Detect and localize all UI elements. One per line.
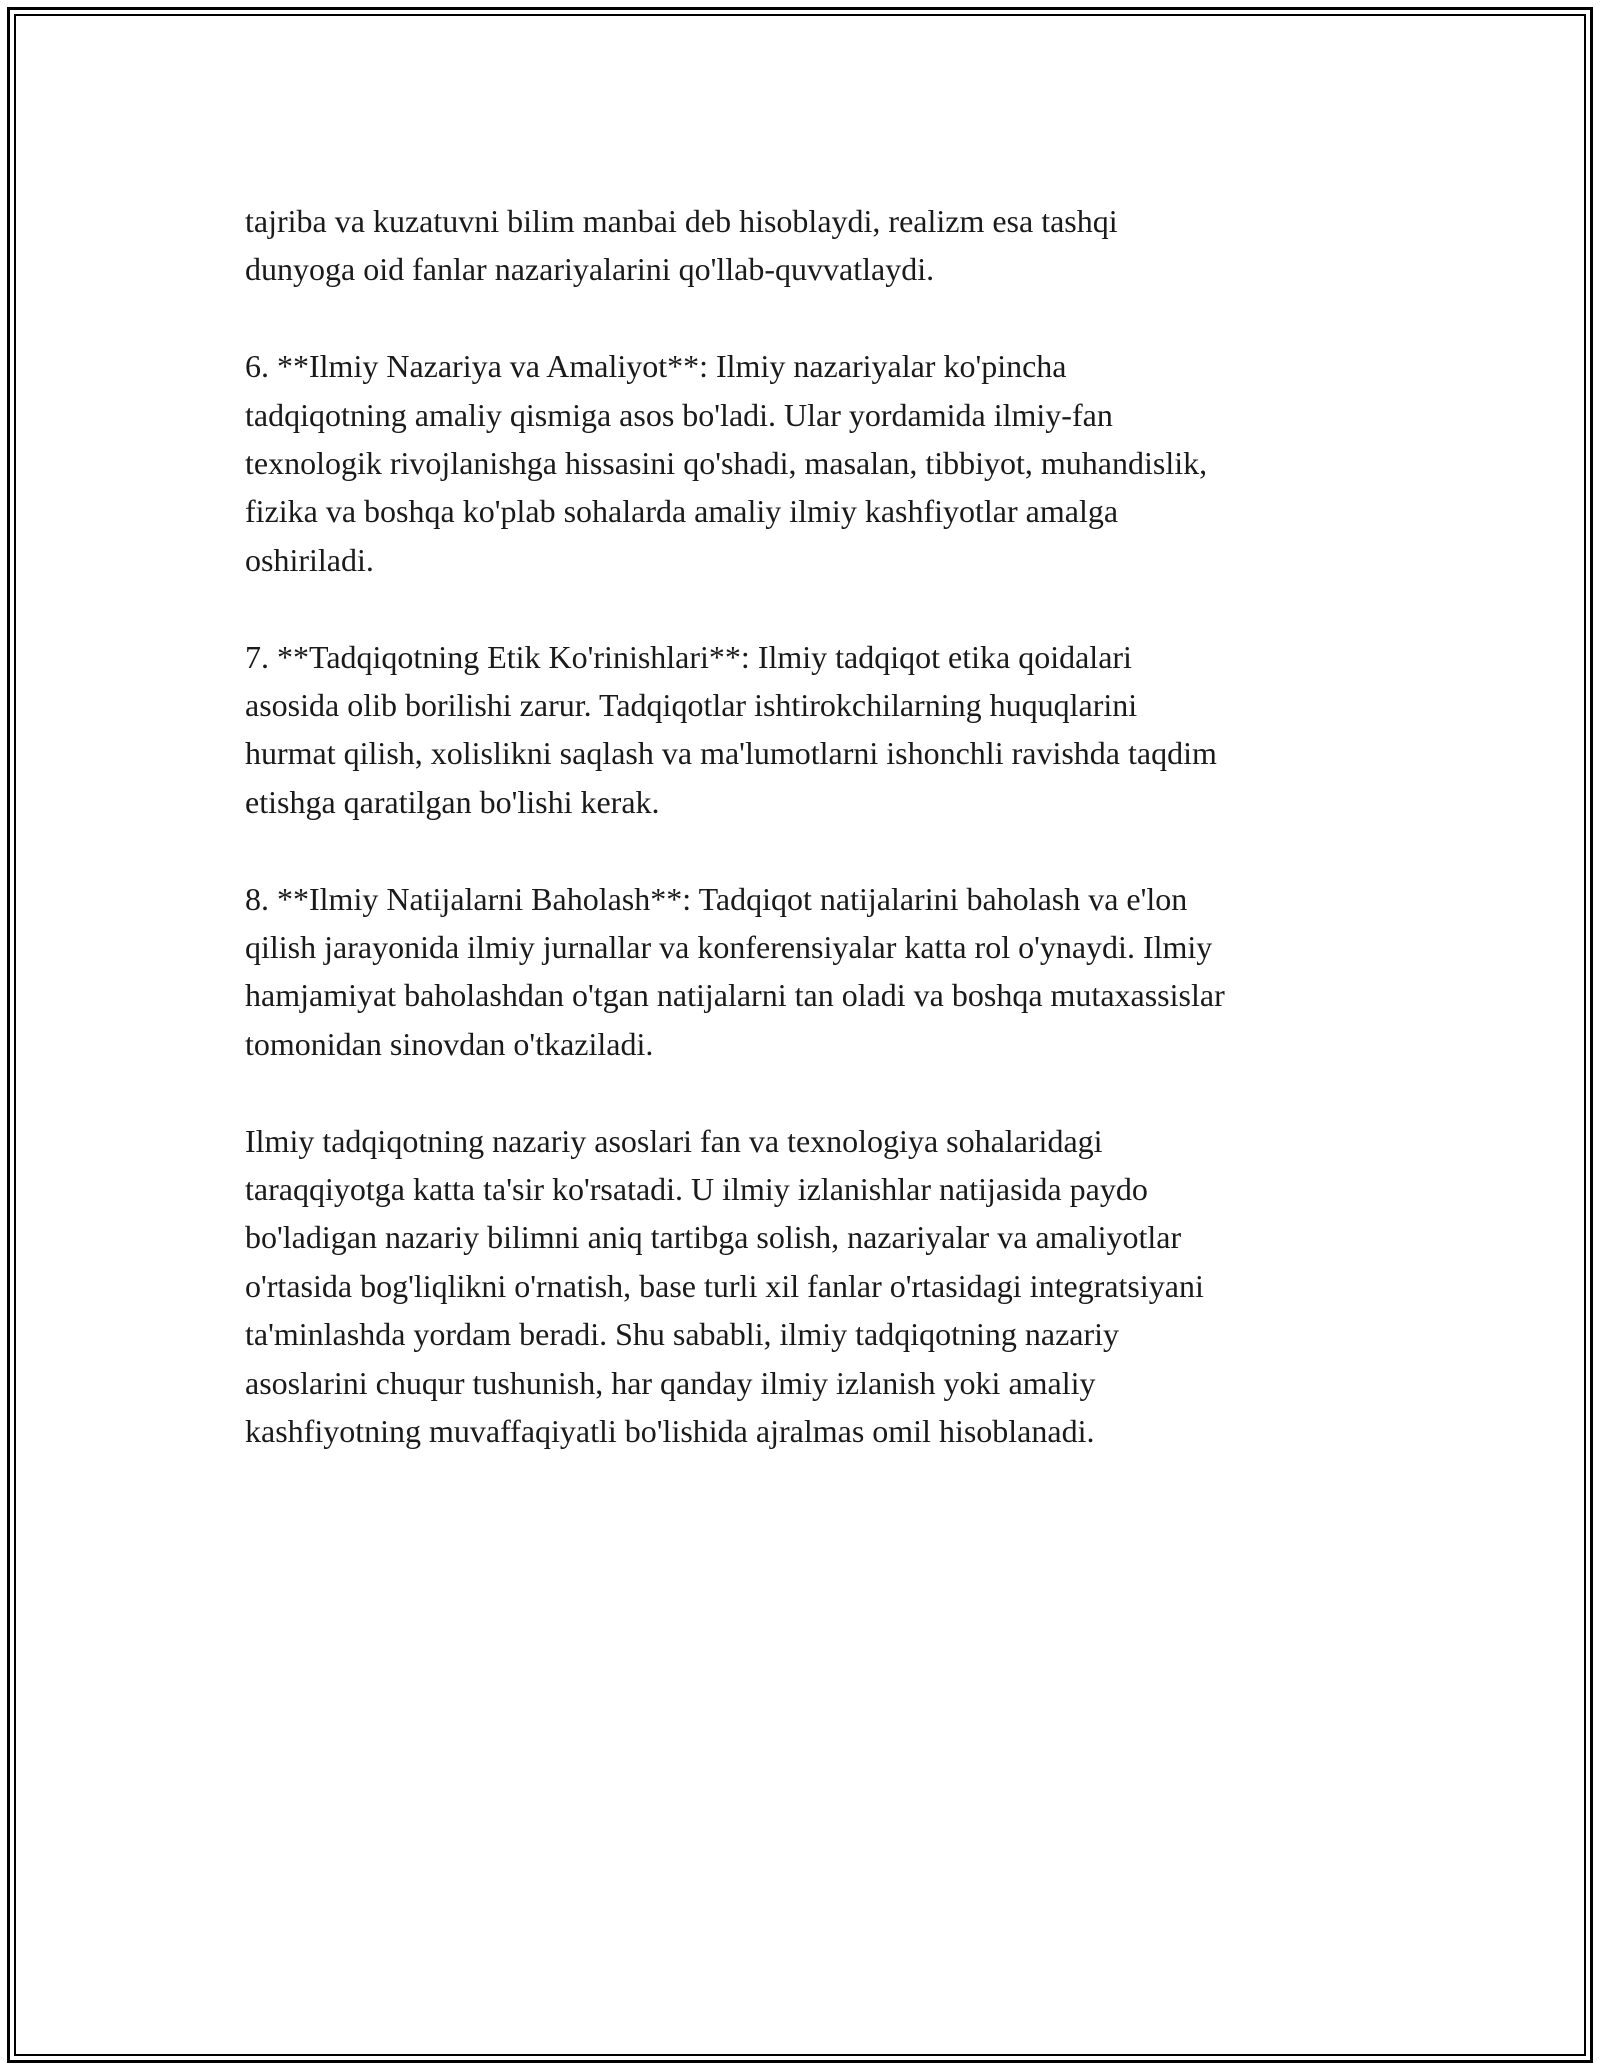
text-line: hurmat qilish, xolislikni saqlash va ma'lumotlarni ishonchli ravishda taqdim <box>245 735 1217 772</box>
text-line: 7. **Tadqiqotning Etik Ko'rinishlari**: Ilmiy tadqiqot etika qoidalari <box>245 638 1132 675</box>
text-line: 8. **Ilmiy Natijalarni Baholash**: Tadqiqot natijalarini baholash va e'lon <box>245 880 1188 917</box>
page-frame <box>7 7 1593 2063</box>
text-line: kashfiyotning muvaffaqiyatli bo'lishida ajralmas omil hisoblanadi. <box>245 1413 1095 1450</box>
text-line: tomonidan sinovdan o'tkaziladi. <box>245 1025 654 1062</box>
text-line: 6. **Ilmiy Nazariya va Amaliyot**: Ilmiy nazariyalar ko'pincha <box>245 348 1067 385</box>
text-line: etishga qaratilgan bo'lishi kerak. <box>245 783 660 820</box>
text-line: asoslarini chuqur tushunish, har qanday ilmiy izlanish yoki amaliy <box>245 1364 1096 1401</box>
document-body <box>245 197 1395 1504</box>
text-line: o'rtasida bog'liqlikni o'rnatish, base turli xil fanlar o'rtasidagi integratsiyani <box>245 1267 1204 1304</box>
text-line: ta'minlashda yordam beradi. Shu sababli, ilmiy tadqiqotning nazariy <box>245 1316 1120 1353</box>
text-line: taraqqiyotga katta ta'sir ko'rsatadi. U ilmiy izlanishlar natijasida paydo <box>245 1171 1148 1208</box>
paragraph-item-6 <box>245 342 1395 584</box>
paragraph-item-7 <box>245 633 1395 827</box>
text-line: fizika va boshqa ko'plab sohalarda amaliy ilmiy kashfiyotlar amalga <box>245 493 1119 530</box>
text-line: oshiriladi. <box>245 541 374 578</box>
text-line: tajriba va kuzatuvni bilim manbai deb hisoblaydi, realizm esa tashqi <box>245 203 1118 239</box>
text-line: Ilmiy tadqiqotning nazariy asoslari fan va texnologiya sohalaridagi <box>245 1122 1103 1159</box>
text-line: qilish jarayonida ilmiy jurnallar va konferensiyalar katta rol o'ynaydi. Ilmiy <box>245 929 1213 966</box>
text-line: hamjamiyat baholashdan o'tgan natijalarni tan oladi va boshqa mutaxassislar <box>245 977 1225 1014</box>
paragraph-item-8 <box>245 875 1395 1069</box>
text-line: dunyoga oid fanlar nazariyalarini qo'llab-quvvatlaydi. <box>245 251 935 288</box>
text-line: bo'ladigan nazariy bilimni aniq tartibga solish, nazariyalar va amaliyotlar <box>245 1219 1182 1256</box>
paragraph-continuation <box>245 197 1395 294</box>
text-line: asosida olib borilishi zarur. Tadqiqotlar ishtirokchilarning huquqlarini <box>245 687 1138 724</box>
paragraph-conclusion <box>245 1117 1395 1456</box>
text-line: tadqiqotning amaliy qismiga asos bo'ladi. Ular yordamida ilmiy-fan <box>245 396 1113 433</box>
text-line: texnologik rivojlanishga hissasini qo'shadi, masalan, tibbiyot, muhandislik, <box>245 445 1208 482</box>
